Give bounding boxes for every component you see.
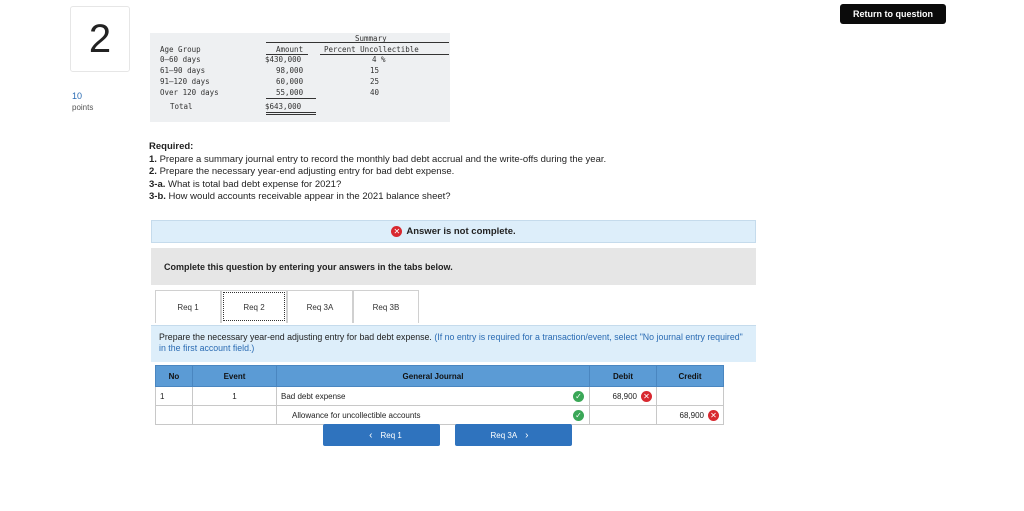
table-row <box>156 406 724 425</box>
prev-req-button[interactable] <box>323 424 440 446</box>
summary-amount: 55,000 <box>276 88 304 97</box>
col-general-journal: General Journal <box>277 366 590 387</box>
error-icon: ✕ <box>391 226 402 237</box>
instructions-text: Complete this question by entering your answers in the tabs below. <box>164 261 453 272</box>
instruction-note: (If no entry is required for a transaction/event, select "No journal entry required" in the first account field.) <box>159 332 743 353</box>
row-event: 1 <box>193 387 277 406</box>
row-no <box>156 406 193 425</box>
chevron-left-icon: ‹ <box>369 429 373 441</box>
required-heading: Required: <box>149 141 194 152</box>
summary-percent: 4 % <box>372 55 386 64</box>
summary-percent: 25 <box>370 77 380 86</box>
summary-percent: 40 <box>370 88 380 97</box>
tab-instruction <box>151 325 756 362</box>
account-name: Bad debt expense <box>281 391 346 401</box>
debit-input[interactable] <box>590 387 657 406</box>
summary-age: 91–120 days <box>160 77 210 86</box>
col-debit: Debit <box>590 366 657 387</box>
row-event <box>193 406 277 425</box>
summary-col-percent: Percent Uncollectible <box>324 45 419 54</box>
instruction-main: Prepare the necessary year-end adjusting entry for bad debt expense. <box>159 332 432 342</box>
required-item: 3-b. How would accounts receivable appear in the 2021 balance sheet? <box>149 191 451 202</box>
required-section <box>149 141 606 204</box>
summary-age: 61–90 days <box>160 66 206 75</box>
summary-age: Over 120 days <box>160 88 219 97</box>
summary-amount: $430,000 <box>265 55 302 64</box>
account-select[interactable] <box>277 387 590 406</box>
summary-percent: 15 <box>370 66 380 75</box>
summary-total-label: Total <box>170 102 193 111</box>
chevron-right-icon: › <box>525 429 529 441</box>
summary-total-amount: $643,000 <box>265 102 302 111</box>
col-credit: Credit <box>657 366 724 387</box>
error-icon: ✕ <box>708 410 719 421</box>
summary-amount: 60,000 <box>276 77 304 86</box>
return-to-question-button[interactable]: Return to question <box>840 4 946 24</box>
required-item: 3-a. What is total bad debt expense for 2021? <box>149 178 342 190</box>
instructions-banner <box>151 248 756 285</box>
answer-status-banner <box>151 220 756 243</box>
col-no: No <box>156 366 193 387</box>
summary-age: 0–60 days <box>160 55 201 64</box>
credit-input[interactable] <box>657 387 724 406</box>
journal-table <box>155 365 724 425</box>
row-no: 1 <box>156 387 193 406</box>
summary-title: Summary <box>355 34 387 43</box>
tab-req-3a[interactable]: Req 3A <box>287 290 353 323</box>
required-item: 2. Prepare the necessary year-end adjusting entry for bad debt expense. <box>149 166 455 177</box>
points-label: points <box>72 103 94 112</box>
summary-col-age: Age Group <box>160 45 201 54</box>
points-value: 10 <box>72 91 83 101</box>
tab-req-1[interactable]: Req 1 <box>155 290 221 323</box>
question-number: 2 <box>70 6 130 72</box>
credit-input[interactable] <box>657 406 724 425</box>
table-row <box>156 387 724 406</box>
error-icon: ✕ <box>641 391 652 402</box>
summary-table <box>150 33 450 122</box>
col-event: Event <box>193 366 277 387</box>
tab-req-2[interactable]: Req 2 <box>221 290 287 323</box>
summary-amount: 98,000 <box>276 66 304 75</box>
account-select[interactable] <box>277 406 590 425</box>
credit-value: 68,900 <box>679 410 704 420</box>
debit-value: 68,900 <box>612 391 637 401</box>
check-icon: ✓ <box>573 410 584 421</box>
required-item: 1. Prepare a summary journal entry to record the monthly bad debt accrual and the write-offs during the year. <box>149 153 607 165</box>
debit-input[interactable] <box>590 406 657 425</box>
prev-req-label: Req 1 <box>380 430 402 440</box>
next-req-button[interactable] <box>455 424 572 446</box>
summary-col-amount: Amount <box>276 45 304 54</box>
check-icon: ✓ <box>573 391 584 402</box>
requirement-tabs <box>155 290 419 325</box>
answer-status-text: Answer is not complete. <box>406 226 516 237</box>
next-req-label: Req 3A <box>490 430 518 440</box>
account-name: Allowance for uncollectible accounts <box>292 410 421 420</box>
tab-req-3b[interactable]: Req 3B <box>353 290 419 323</box>
